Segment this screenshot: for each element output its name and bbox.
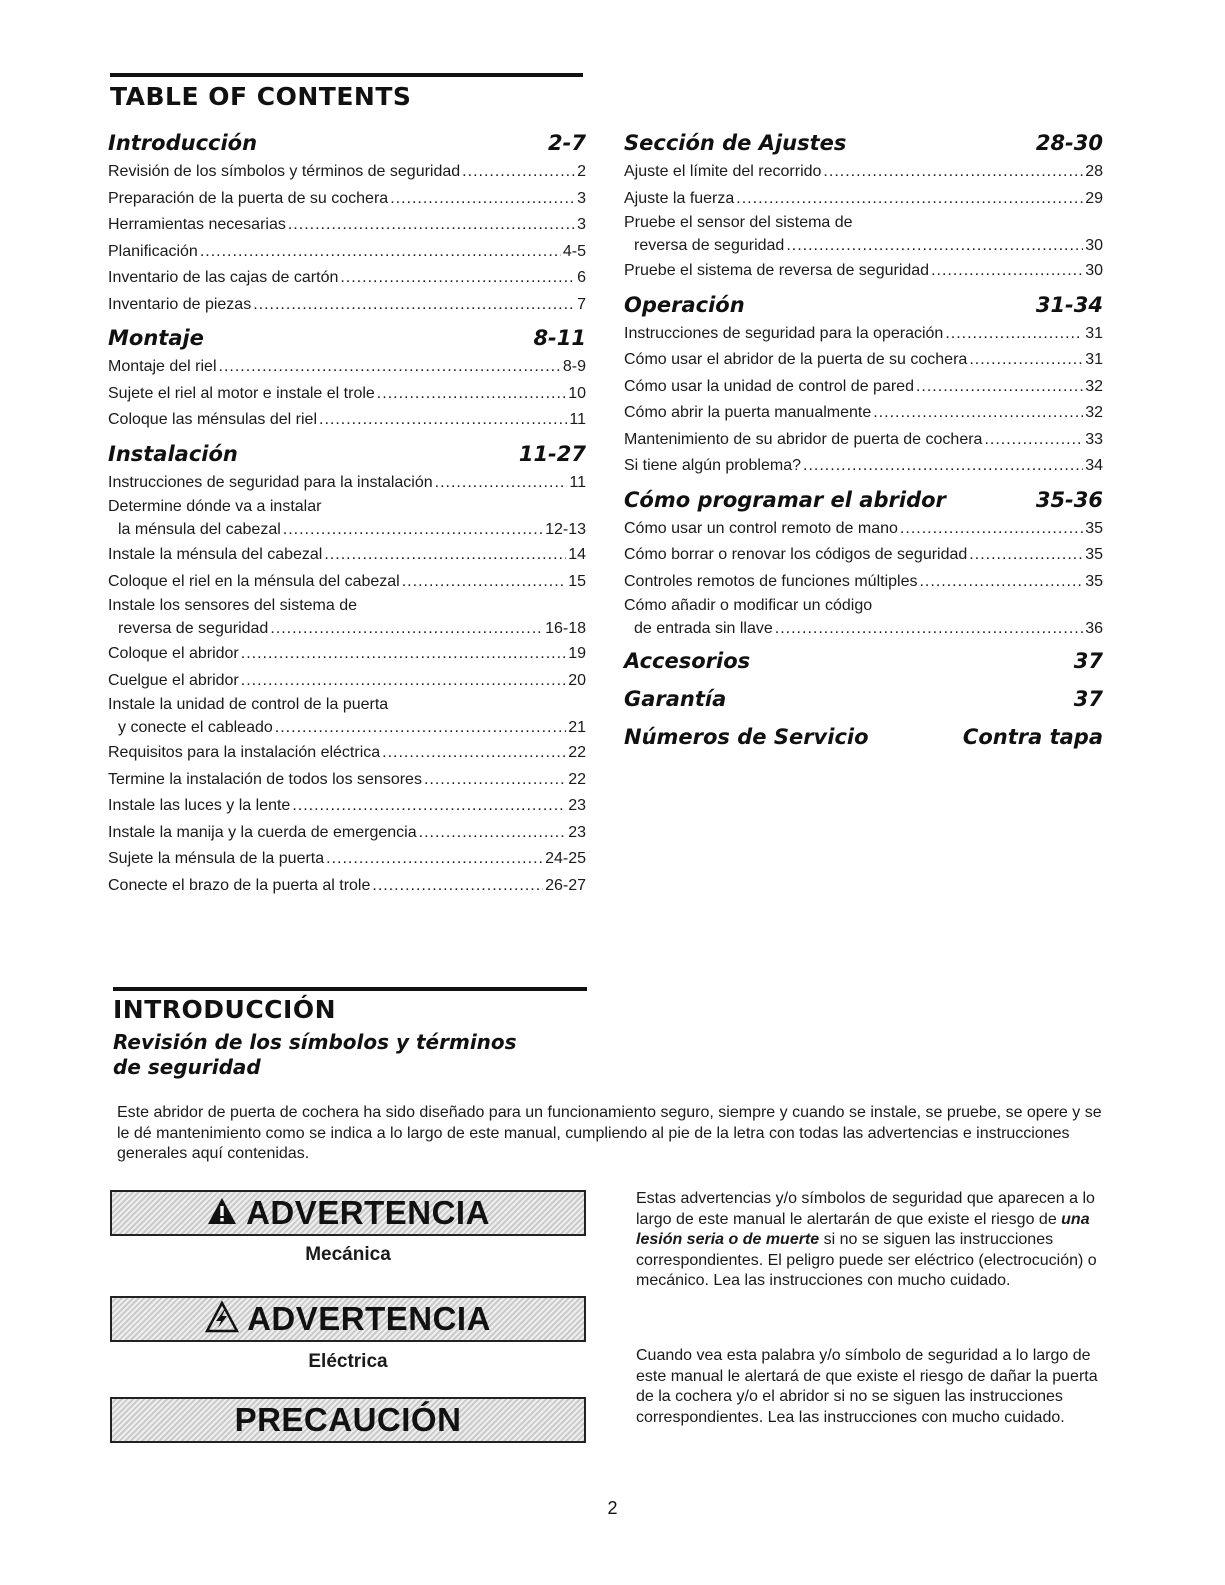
page-number: 2 xyxy=(607,1498,618,1518)
toc-entry-label: Cómo usar un control remoto de mano xyxy=(624,519,898,537)
toc-section-heading xyxy=(624,645,1103,677)
toc-entry xyxy=(108,381,586,408)
toc-entry xyxy=(108,694,586,740)
toc-entry-label: Requisitos para la instalación eléctrica xyxy=(108,744,381,761)
caution-banner-label: PRECAUCIÓN xyxy=(234,1401,462,1438)
toc-entry xyxy=(108,767,586,794)
toc-entry-first-line: Pruebe el sensor del sistema de xyxy=(624,214,853,231)
toc-leader-dots xyxy=(219,354,561,381)
toc-entry xyxy=(108,496,586,542)
toc-entry xyxy=(624,258,1103,285)
toc-leader-dots xyxy=(736,186,1083,213)
toc-entry-row xyxy=(108,820,586,847)
toc-leader-dots xyxy=(390,186,575,213)
toc-entry-label: Inventario de las cajas de cartón xyxy=(108,269,339,286)
toc-entry-page: 16-18 xyxy=(545,620,586,637)
toc-entry-page: 22 xyxy=(568,770,586,788)
toc-entry-page: 15 xyxy=(568,572,586,590)
toc-entry xyxy=(624,453,1103,480)
toc-section-pages: Contra tapa xyxy=(962,725,1103,749)
toc-entry xyxy=(108,239,586,266)
toc-leader-dots xyxy=(873,400,1083,427)
toc-entry-page: 14 xyxy=(568,546,586,563)
toc-section-heading xyxy=(624,289,1103,321)
toc-entry-row xyxy=(108,265,586,292)
toc-entry-page: 29 xyxy=(1085,189,1103,207)
toc-section-title: Garantía xyxy=(624,687,727,711)
toc-entry xyxy=(108,470,586,497)
toc-leader-dots xyxy=(288,212,575,239)
toc-entry-row xyxy=(108,569,586,596)
intro-paragraph: Este abridor de puerta de cochera ha sido diseñado para un funcionamiento seguro, siempre y cuando se instale, se pruebe, se opere y se le dé mantenimiento como se indica a lo largo de este manual, cumpliendo al pie de la letra con todas las advertencias e instrucciones generales aquí contenidas. xyxy=(117,1104,1102,1162)
toc-entry-page: 33 xyxy=(1085,430,1103,448)
toc-right-column xyxy=(624,127,1103,753)
toc-entry-page: 10 xyxy=(568,384,586,402)
toc-entry-row xyxy=(108,159,586,186)
toc-leader-dots xyxy=(292,793,566,820)
toc-leader-dots xyxy=(931,258,1083,285)
toc-entry-page: 2 xyxy=(577,163,586,180)
electrical-hazard-icon xyxy=(205,1301,239,1338)
toc-entry-page: 31 xyxy=(1085,324,1103,342)
intro-subtitle-line2: de seguridad xyxy=(113,1055,261,1079)
toc-section-pages: 37 xyxy=(1073,687,1103,711)
toc-entry-page: 22 xyxy=(568,744,586,761)
toc-entry-row xyxy=(108,846,586,873)
toc-entry-label: Instale la ménsula del cabezal xyxy=(108,546,323,563)
toc-leader-dots xyxy=(319,407,567,434)
toc-entry-row xyxy=(624,321,1103,348)
toc-entry-row xyxy=(108,740,586,767)
toc-entry-label: Inventario de piezas xyxy=(108,295,252,313)
toc-entry-label: y conecte el cableado xyxy=(118,719,273,736)
toc-entry-row xyxy=(108,239,586,266)
toc-entry-first-line: Instale los sensores del sistema de xyxy=(108,597,358,614)
toc-entry-row xyxy=(108,668,586,695)
toc-entry-label: Mantenimiento de su abridor de puerta de cochera xyxy=(624,430,983,448)
intro-top-rule xyxy=(113,987,587,991)
toc-entry xyxy=(624,516,1103,543)
toc-entry-row xyxy=(624,159,1103,186)
toc-entry-label: Instale la manija y la cuerda de emergencia xyxy=(108,823,417,841)
toc-leader-dots xyxy=(275,716,566,740)
toc-entry-row xyxy=(108,407,586,434)
toc-entry-page: 24-25 xyxy=(545,850,586,867)
toc-leader-dots xyxy=(382,740,566,767)
toc-leader-dots xyxy=(424,767,566,794)
toc-entry xyxy=(624,159,1103,186)
toc-entry xyxy=(624,400,1103,427)
toc-entry xyxy=(624,595,1103,641)
toc-leader-dots xyxy=(969,542,1083,569)
toc-section-pages: 28-30 xyxy=(1035,131,1103,155)
toc-section-title: Instalación xyxy=(108,441,238,466)
toc-section-title: Accesorios xyxy=(624,649,751,673)
toc-entry-first-line: Cómo añadir o modificar un código xyxy=(624,597,873,614)
toc-entry-row xyxy=(624,542,1103,569)
toc-top-rule xyxy=(110,73,583,77)
toc-entry-label: Cómo abrir la puerta manualmente xyxy=(624,404,872,421)
toc-entry-row xyxy=(624,258,1103,285)
toc-entry-page: 32 xyxy=(1085,404,1103,421)
toc-entry-label: Sujete el riel al motor e instale el trole xyxy=(108,384,375,402)
toc-entry-label: Cómo usar la unidad de control de pared xyxy=(624,377,914,395)
toc-section-pages: 11-27 xyxy=(518,441,586,466)
toc-leader-dots xyxy=(326,846,543,873)
toc-entry-label: reversa de seguridad xyxy=(634,237,785,254)
toc-entry-first-line: Instale la unidad de control de la puerta xyxy=(108,696,389,713)
toc-entry-row xyxy=(624,617,1103,641)
toc-entry xyxy=(108,740,586,767)
toc-entry-page: 35 xyxy=(1085,572,1103,590)
toc-section-title: Montaje xyxy=(108,326,204,350)
toc-entry-label: Ajuste la fuerza xyxy=(624,189,735,207)
toc-section-heading xyxy=(624,127,1103,159)
toc-entry-label: Pruebe el sistema de reversa de seguridad xyxy=(624,262,930,279)
toc-entry-row xyxy=(108,617,586,641)
toc-entry-row xyxy=(624,347,1103,374)
toc-entry-page: 36 xyxy=(1085,620,1103,637)
intro-subtitle xyxy=(113,1030,613,1080)
toc-leader-dots xyxy=(919,569,1083,596)
toc-entry-page: 32 xyxy=(1085,377,1103,395)
toc-entry-row xyxy=(108,212,586,239)
toc-entry xyxy=(108,265,586,292)
toc-entry-first-line: Determine dónde va a instalar xyxy=(108,498,322,515)
toc-entry-page: 19 xyxy=(568,645,586,662)
toc-entry xyxy=(624,374,1103,401)
toc-section-heading xyxy=(108,438,586,470)
toc-entry-label: Coloque las ménsulas del riel xyxy=(108,411,317,428)
toc-entry-row xyxy=(624,569,1103,596)
toc-entry-label: Herramientas necesarias xyxy=(108,216,286,233)
toc-entry-page: 11 xyxy=(569,411,586,428)
toc-section-title: Introducción xyxy=(108,131,258,155)
toc-entry-label: Conecte el brazo de la puerta al trole xyxy=(108,876,371,894)
toc-section-pages: 37 xyxy=(1073,649,1103,673)
warning-explanation-part1: Estas advertencias y/o símbolos de seguridad que aparecen a lo largo de este manual le alertarán de que existe el riesgo de xyxy=(636,1190,1095,1228)
toc-entry-label: Si tiene algún problema? xyxy=(624,457,802,474)
toc-entry-page: 8-9 xyxy=(562,358,586,375)
toc-entry-page: 20 xyxy=(568,671,586,689)
warning-banner-mechanical xyxy=(110,1190,586,1236)
toc-entry xyxy=(624,347,1103,374)
caption-mechanical: Mecánica xyxy=(305,1244,391,1265)
toc-entry xyxy=(108,292,586,319)
toc-leader-dots xyxy=(803,453,1083,480)
toc-entry-page: 30 xyxy=(1085,262,1103,279)
toc-entry-page: 3 xyxy=(577,216,586,233)
toc-leader-dots xyxy=(270,617,543,641)
toc-section-heading xyxy=(624,683,1103,715)
toc-entry-label: Planificación xyxy=(108,242,198,260)
toc-entry-row xyxy=(624,427,1103,454)
intro-subtitle-line1: Revisión de los símbolos y términos xyxy=(113,1030,517,1054)
toc-entry-page: 12-13 xyxy=(545,521,586,538)
intro-title: INTRODUCCIÓN xyxy=(113,995,337,1024)
toc-entry-label: Instrucciones de seguridad para la instalación xyxy=(108,473,433,491)
toc-entry-row xyxy=(108,716,586,740)
toc-leader-dots xyxy=(402,569,566,596)
toc-entry-row xyxy=(624,186,1103,213)
toc-entry-page: 34 xyxy=(1085,457,1103,474)
toc-entry-label: Revisión de los símbolos y términos de seguridad xyxy=(108,163,461,180)
toc-entry-label: de entrada sin llave xyxy=(634,620,773,637)
toc-entry-label: Ajuste el límite del recorrido xyxy=(624,163,822,180)
toc-entry-row xyxy=(108,470,586,497)
toc-section-heading xyxy=(108,127,586,159)
toc-leader-dots xyxy=(241,641,566,668)
toc-section-title: Operación xyxy=(624,292,745,317)
toc-entry-page: 21 xyxy=(568,719,586,736)
toc-entry-row xyxy=(108,292,586,319)
toc-leader-dots xyxy=(969,347,1083,374)
toc-entry-row xyxy=(108,793,586,820)
toc-entry-page: 11 xyxy=(569,473,586,491)
toc-section-pages: 31-34 xyxy=(1035,292,1103,317)
warning-triangle-icon xyxy=(206,1196,238,1231)
toc-leader-dots xyxy=(253,292,575,319)
toc-entry-label: Cuelgue el abridor xyxy=(108,671,239,689)
toc-entry xyxy=(624,542,1103,569)
toc-leader-dots xyxy=(786,234,1083,258)
toc-entry xyxy=(108,569,586,596)
toc-section-heading xyxy=(108,322,586,354)
toc-leader-dots xyxy=(823,159,1083,186)
toc-section-pages: 2-7 xyxy=(548,131,586,155)
toc-entry-label: Controles remotos de funciones múltiples xyxy=(624,572,918,590)
toc-leader-dots xyxy=(377,381,566,408)
toc-entry-page: 35 xyxy=(1085,546,1103,563)
warning-banner-electrical-label: ADVERTENCIA xyxy=(247,1300,491,1337)
toc-entry xyxy=(108,542,586,569)
toc-entry-label: Sujete la ménsula de la puerta xyxy=(108,850,325,867)
toc-entry-row xyxy=(624,400,1103,427)
toc-leader-dots xyxy=(324,542,566,569)
toc-entry xyxy=(108,212,586,239)
toc-entry-row xyxy=(108,381,586,408)
toc-entry xyxy=(108,159,586,186)
warning-banner-electrical xyxy=(110,1296,586,1342)
toc-entry-page: 26-27 xyxy=(545,876,586,894)
toc-entry-label: Montaje del riel xyxy=(108,358,217,375)
toc-leader-dots xyxy=(945,321,1083,348)
toc-leader-dots xyxy=(340,265,575,292)
toc-leader-dots xyxy=(241,668,566,695)
toc-entry xyxy=(108,793,586,820)
caution-banner xyxy=(110,1397,586,1443)
toc-entry-label: Termine la instalación de todos los sensores xyxy=(108,770,422,788)
toc-entry-row xyxy=(624,234,1103,258)
toc-entry-page: 30 xyxy=(1085,237,1103,254)
toc-entry-page: 31 xyxy=(1085,351,1103,368)
warning-explanation-part2: si no se siguen las instrucciones correspondientes. El peligro puede ser eléctrico (electrocución) o mecánico. Lea las instrucciones con mucho cuidado. xyxy=(636,1231,1097,1289)
toc-entry xyxy=(108,641,586,668)
toc-entry-row xyxy=(108,186,586,213)
toc-entry xyxy=(108,186,586,213)
caption-electrical: Eléctrica xyxy=(308,1351,388,1372)
toc-entry xyxy=(108,873,586,900)
toc-entry-label: Instrucciones de seguridad para la operación xyxy=(624,324,944,342)
toc-leader-dots xyxy=(372,873,543,900)
toc-entry xyxy=(108,407,586,434)
toc-entry-row xyxy=(624,516,1103,543)
toc-entry-page: 6 xyxy=(577,269,586,286)
toc-entry xyxy=(624,321,1103,348)
toc-entry-label: Cómo borrar o renovar los códigos de seguridad xyxy=(624,546,968,563)
toc-entry-page: 23 xyxy=(568,797,586,814)
toc-entry xyxy=(108,595,586,641)
toc-entry xyxy=(108,354,586,381)
toc-entry-row xyxy=(108,518,586,542)
toc-entry-label: la ménsula del cabezal xyxy=(118,521,281,538)
toc-entry-page: 23 xyxy=(568,823,586,841)
toc-leader-dots xyxy=(984,427,1083,454)
warning-explanation xyxy=(636,1189,1106,1292)
toc-entry-row xyxy=(108,354,586,381)
toc-section-title: Sección de Ajustes xyxy=(624,131,847,155)
toc-entry-row xyxy=(108,542,586,569)
toc-section-pages: 8-11 xyxy=(533,326,586,350)
toc-leader-dots xyxy=(775,617,1083,641)
toc-entry-label: Cómo usar el abridor de la puerta de su cochera xyxy=(624,351,968,368)
toc-entry-row xyxy=(108,873,586,900)
toc-entry-row xyxy=(624,374,1103,401)
toc-section-heading xyxy=(624,721,1103,753)
toc-section-title: Cómo programar el abridor xyxy=(624,487,946,512)
toc-entry-page: 28 xyxy=(1085,163,1103,180)
warning-banner-mechanical-label: ADVERTENCIA xyxy=(246,1194,490,1231)
toc-entry-label: Coloque el abridor xyxy=(108,645,239,662)
toc-entry xyxy=(624,212,1103,258)
toc-leader-dots xyxy=(462,159,575,186)
warning-explanation-emphasis: una lesión seria o de muerte xyxy=(636,1210,1090,1248)
toc-title: TABLE OF CONTENTS xyxy=(110,82,412,111)
toc-entry-page: 4-5 xyxy=(562,242,586,260)
toc-entry xyxy=(624,427,1103,454)
toc-section-pages: 35-36 xyxy=(1035,487,1103,512)
toc-entry-row xyxy=(108,767,586,794)
toc-leader-dots xyxy=(200,239,561,266)
toc-entry-page: 35 xyxy=(1085,519,1103,537)
toc-entry xyxy=(108,846,586,873)
toc-entry-label: Preparación de la puerta de su cochera xyxy=(108,189,389,207)
toc-leader-dots xyxy=(900,516,1083,543)
toc-entry xyxy=(624,569,1103,596)
toc-leader-dots xyxy=(916,374,1083,401)
toc-entry xyxy=(624,186,1103,213)
toc-leader-dots xyxy=(283,518,543,542)
toc-entry-row xyxy=(624,453,1103,480)
toc-entry xyxy=(108,820,586,847)
toc-entry-row xyxy=(108,641,586,668)
toc-entry-label: reversa de seguridad xyxy=(118,620,269,637)
toc-entry-label: Instale las luces y la lente xyxy=(108,797,291,814)
caution-explanation: Cuando vea esta palabra y/o símbolo de seguridad a lo largo de este manual le alertará de que existe el riesgo de dañar la puerta de la cochera y/o el abridor si no se siguen las instrucciones correspondientes. Lea las instrucciones con mucho cuidado. xyxy=(636,1347,1098,1426)
toc-entry-page: 7 xyxy=(577,295,586,313)
toc-section-title: Números de Servicio xyxy=(624,725,869,749)
toc-entry xyxy=(108,668,586,695)
toc-entry-page: 3 xyxy=(577,189,586,207)
toc-entry-label: Coloque el riel en la ménsula del cabezal xyxy=(108,572,400,590)
toc-section-heading xyxy=(624,484,1103,516)
toc-leader-dots xyxy=(419,820,567,847)
toc-leader-dots xyxy=(435,470,568,497)
toc-left-column xyxy=(108,127,586,899)
